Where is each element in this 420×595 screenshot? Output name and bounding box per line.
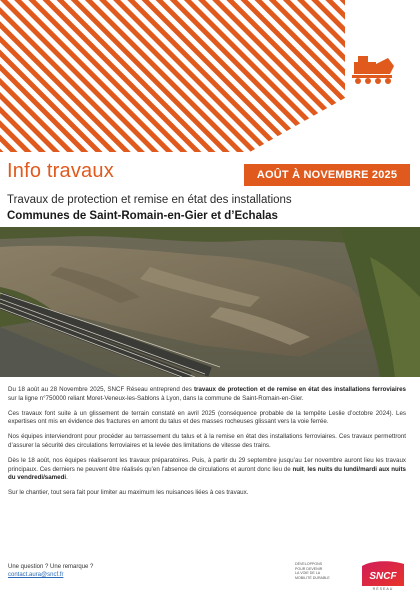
sncf-logo [362,560,404,586]
subtitle: Travaux de protection et remise en état des installations [7,194,292,206]
body-text [8,386,406,504]
page-title: Info travaux [7,160,114,182]
contact-email-link[interactable]: contact.aura@sncf.fr [8,572,64,578]
footer-tagline: DÉVELOPPONS POUR DEVENIR LA VOIE DE LA MOBILITÉ DURABLE [295,562,330,580]
paragraph-5: Sur le chantier, tout sera fait pour limiter au maximum les nuisances liées à ces travaux. [8,489,249,497]
paragraph-3: Nos équipes interviendront pour procéder au terrassement du talus et à la remise en état des installations ferroviaires. Ces travaux permettront d’assurer la sécurité des circulations ferroviaires et la levée des limitations de vitesse des trains. [8,433,406,449]
header-row [0,156,420,190]
sncf-logo-subtitle: RÉSEAU [372,587,394,591]
paragraph-2: Ces travaux font suite à un glissement de terrain constaté en avril 2025 (conséquence probable de la tempête Leslie d’octobre 2024). Les expertises ont mis en évidence des fractures en amont du talus et des masses rocheuses glissant vers la voie ferrée. [8,409,406,426]
footer-question: Une question ? Une remarque ? [8,564,94,570]
rail-work-machine-icon [350,52,398,86]
sncf-logo-text: SNCF [369,571,397,582]
paragraph-4: Dès le 18 août, nos équipes réaliseront les travaux préparatoires. Puis, à partir du 29 septembre jusqu’au 1er novembre auront lieu les travaux principaux. Ces derniers ne peuvent être réalisés qu’en l’absence de circulations et auront donc lieu de nuit, les nuits du lundi/mardi aux nuits du vendredi/samedi. [8,457,406,482]
landslide-photo [0,227,420,377]
date-badge: AOÛT À NOVEMBRE 2025 [244,164,410,186]
footer [0,560,420,595]
paragraph-1: Du 18 août au 28 Novembre 2025, SNCF Réseau entreprend des travaux de protection et de remise en état des installations ferroviaires sur la ligne n°750000 reliant Moret-Veneux-les-Sablons à Lyon, dans la commune de Saint-Romain-en-Gier. [8,386,406,402]
location-title: Communes de Saint-Romain-en-Gier et d’Echalas [7,210,278,222]
